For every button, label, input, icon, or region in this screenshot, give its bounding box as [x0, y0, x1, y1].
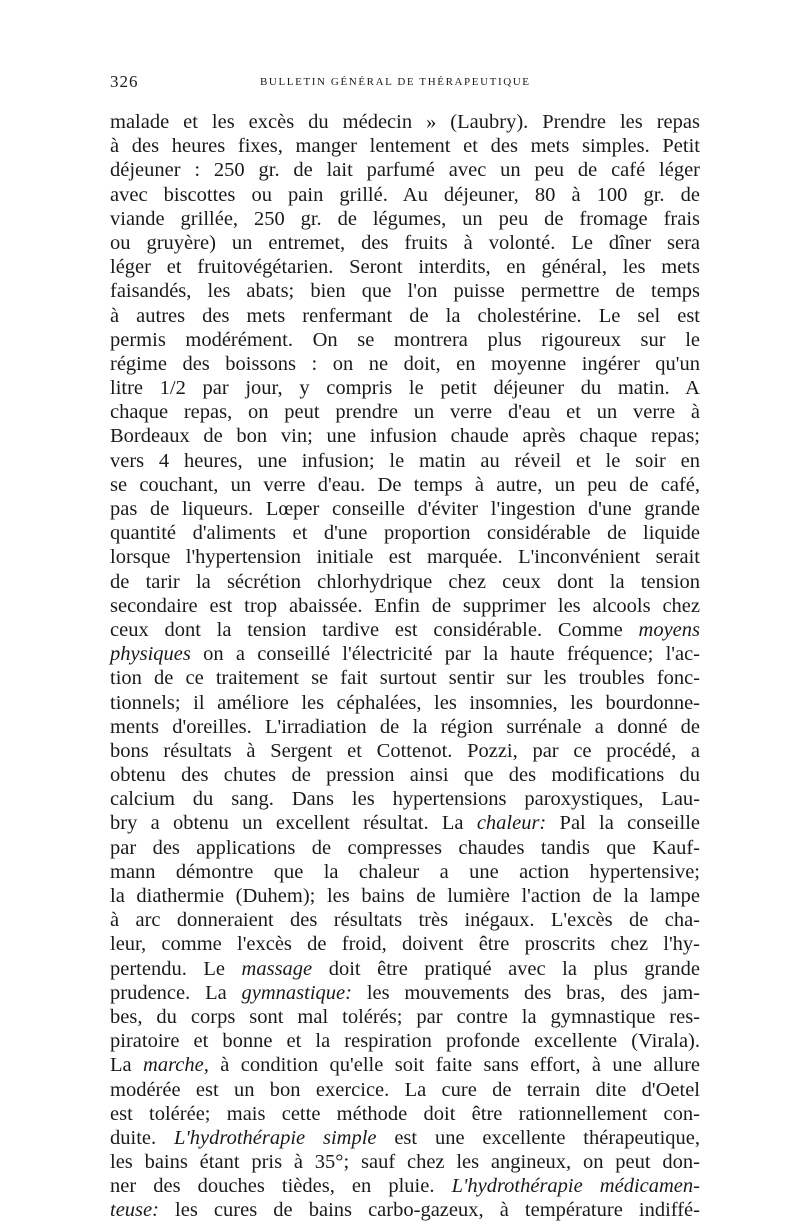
text-line	[110, 376, 700, 400]
text-line	[110, 811, 700, 835]
text-line	[110, 424, 700, 448]
italic-text: gymnastique:	[241, 981, 352, 1004]
text-run: secondaire est trop abaissée. Enfin de supprimer les alcools chez	[110, 594, 700, 617]
text-run: viande grillée, 250 gr. de légumes, un peu de fromage frais	[110, 207, 700, 230]
text-line	[110, 352, 700, 376]
text-line	[110, 183, 700, 207]
text-run: tion de ce traitement se fait surtout sentir sur les troubles fonc-	[110, 667, 700, 690]
page-number: 326	[110, 72, 139, 91]
text-line	[110, 787, 700, 811]
text-run: se couchant, un verre d'eau. De temps à autre, un peu de café,	[110, 473, 700, 496]
text-run: de tarir la sécrétion chlorhydrique chez ceux dont la tension	[110, 570, 700, 593]
text-line	[110, 449, 700, 473]
text-line	[110, 304, 700, 328]
text-run: ner des douches tièdes, en pluie.	[110, 1175, 452, 1198]
italic-text: chaleur:	[476, 812, 547, 835]
text-line	[110, 158, 700, 182]
text-line	[110, 908, 700, 932]
text-run: bes, du corps sont mal tolérés; par contre la gymnastique res-	[110, 1005, 700, 1028]
text-line	[110, 715, 700, 739]
text-run: calcium du sang. Dans les hypertensions paroxystiques, Lau-	[110, 788, 700, 811]
text-line	[110, 1174, 700, 1198]
text-run: ceux dont la tension tardive est considérable. Comme	[110, 618, 639, 641]
text-line	[110, 1150, 700, 1174]
text-line	[110, 1198, 700, 1222]
text-run: bry a obtenu un excellent résultat. La	[110, 812, 477, 835]
text-line	[110, 400, 700, 424]
text-run: malade et les excès du médecin » (Laubry). Prendre les repas	[110, 111, 700, 133]
italic-text: L'hydrothérapie médicamen-	[451, 1175, 700, 1198]
text-line	[110, 473, 700, 497]
text-run: on a conseillé l'électricité par la haute fréquence; l'ac-	[190, 643, 700, 666]
text-run: La	[110, 1054, 144, 1077]
text-run: obtenu des chutes de pression ainsi que des modifications du	[110, 764, 700, 787]
text-run: doit être pratiqué avec la plus grande	[312, 957, 700, 980]
text-line	[110, 1102, 700, 1126]
text-line	[110, 836, 700, 860]
text-run: quantité d'aliments et d'une proportion considérable de liquide	[110, 522, 700, 545]
text-run: par des applications de compresses chaudes tandis que Kauf-	[110, 836, 700, 859]
text-run: pas de liqueurs. Lœper conseille d'éviter l'ingestion d'une grande	[110, 498, 700, 520]
text-line	[110, 255, 700, 279]
body-text	[110, 110, 700, 1223]
text-line	[110, 328, 700, 352]
text-run: léger et fruitovégétarien. Seront interdits, en général, les mets	[110, 256, 700, 279]
text-line	[110, 545, 700, 569]
text-run: régime des boissons : on ne doit, en moyenne ingérer qu'un	[110, 352, 700, 375]
text-line	[110, 884, 700, 908]
text-run: duite.	[110, 1126, 174, 1149]
text-run: pertendu. Le	[110, 957, 242, 980]
text-run: les cures de bains carbo-gazeux, à température indiffé-	[158, 1199, 700, 1222]
text-run: à condition qu'elle soit faite sans effort, à une allure	[208, 1054, 700, 1077]
text-run: permis modérément. On se montrera plus rigoureux sur le	[110, 328, 700, 351]
text-line	[110, 497, 700, 521]
text-line	[110, 932, 700, 956]
text-line	[110, 739, 700, 763]
text-run: est une excellente thérapeutique,	[376, 1126, 700, 1149]
text-run: litre 1/2 par jour, y compris le petit déjeuner du matin. A	[110, 377, 700, 400]
text-run: Bordeaux de bon vin; une infusion chaude après chaque repas;	[110, 425, 700, 448]
text-line	[110, 981, 700, 1005]
text-run: à autres des mets renfermant de la cholestérine. Le sel est	[110, 304, 700, 327]
italic-text: L'hydrothérapie simple	[173, 1126, 377, 1149]
italic-text: teuse:	[110, 1199, 159, 1222]
text-line	[110, 1029, 700, 1053]
italic-text: moyens	[638, 618, 700, 641]
text-line	[110, 110, 700, 134]
text-run: avec biscottes ou pain grillé. Au déjeuner, 80 à 100 gr. de	[110, 183, 700, 206]
text-line	[110, 521, 700, 545]
text-run: faisandés, les abats; bien que l'on puisse permettre de temps	[110, 280, 700, 303]
text-run: la diathermie (Duhem); les bains de lumière l'action de la lampe	[110, 885, 700, 907]
italic-text: massage	[241, 957, 313, 980]
text-run: à arc donneraient des résultats très inégaux. L'excès de cha-	[110, 909, 700, 932]
text-line	[110, 957, 700, 981]
text-run: à des heures fixes, manger lentement et des mets simples. Petit	[110, 135, 700, 158]
text-run: est tolérée; mais cette méthode doit être rationnellement con-	[110, 1102, 700, 1125]
running-head: BULLETIN GÉNÉRAL DE THÉRAPEUTIQUE	[260, 76, 531, 88]
text-line	[110, 1126, 700, 1150]
text-run: mann démontre que la chaleur a une action hypertensive;	[110, 860, 700, 883]
text-line	[110, 134, 700, 158]
text-line	[110, 666, 700, 690]
text-run: tionnels; il améliore les céphalées, les insomnies, les bourdonne-	[110, 691, 700, 714]
text-line	[110, 860, 700, 884]
text-run: leur, comme l'excès de froid, doivent être proscrits chez l'hy-	[110, 933, 700, 956]
document-page	[110, 70, 700, 1223]
text-run: vers 4 heures, une infusion; le matin au réveil et le soir en	[110, 449, 700, 472]
italic-text: physiques	[110, 643, 191, 666]
text-run: déjeuner : 250 gr. de lait parfumé avec un peu de café léger	[110, 159, 700, 182]
text-run: les mouvements des bras, des jam-	[351, 981, 700, 1004]
italic-text: marche,	[143, 1054, 209, 1077]
text-run: prudence. La	[110, 981, 242, 1004]
text-line	[110, 279, 700, 303]
text-line	[110, 231, 700, 255]
text-line	[110, 691, 700, 715]
text-run: lorsque l'hypertension initiale est marquée. L'inconvénient serait	[110, 546, 700, 569]
text-line	[110, 618, 700, 642]
text-line	[110, 570, 700, 594]
text-run: les bains étant pris à 35°; sauf chez les angineux, on peut don-	[110, 1151, 700, 1174]
text-run: bons résultats à Sergent et Cottenot. Pozzi, par ce procédé, a	[110, 739, 700, 762]
text-line	[110, 1005, 700, 1029]
text-line	[110, 594, 700, 618]
text-line	[110, 763, 700, 787]
text-line	[110, 1078, 700, 1102]
text-run: piratoire et bonne et la respiration profonde excellente (Virala).	[110, 1030, 700, 1053]
page-header	[110, 70, 700, 98]
text-run: Pal la conseille	[546, 812, 700, 835]
text-run: modérée est un bon exercice. La cure de terrain dite d'Oetel	[110, 1078, 700, 1101]
text-line	[110, 1053, 700, 1077]
text-line	[110, 642, 700, 666]
text-run: ou gruyère) un entremet, des fruits à volonté. Le dîner sera	[110, 231, 700, 254]
text-run: chaque repas, on peut prendre un verre d'eau et un verre à	[110, 401, 700, 424]
text-run: ments d'oreilles. L'irradiation de la région surrénale a donné de	[110, 715, 700, 738]
text-line	[110, 207, 700, 231]
